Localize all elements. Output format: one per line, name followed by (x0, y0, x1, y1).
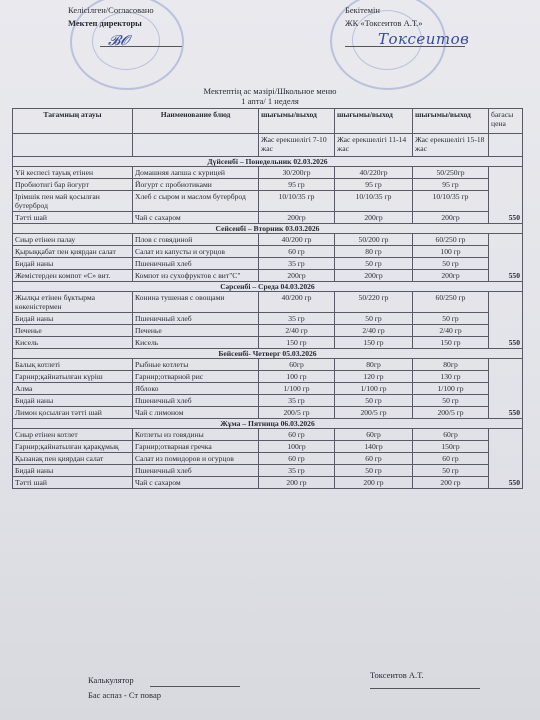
output-7-10: 60 гр (259, 246, 335, 258)
menu-row (13, 292, 523, 313)
dish-name-kz: Лимон қосылған тәтті шай (13, 407, 133, 419)
output-15-18: 200гр (413, 270, 489, 282)
menu-row (13, 383, 523, 395)
output-11-14: 95 гр (335, 179, 413, 191)
output-7-10: 35 гр (259, 258, 335, 270)
dish-name-kz: Гарнир;қайнатылған күріш (13, 371, 133, 383)
dish-name-kz: Сиыр етінен палау (13, 234, 133, 246)
output-15-18: 50 гр (413, 395, 489, 407)
dish-name-kz: Жемістерден компот «С» вит. (13, 270, 133, 282)
age-group-3: Жас ерекшелігі 15-18 жас (413, 134, 489, 157)
output-15-18: 50 гр (413, 465, 489, 477)
age-group-1: Жас ерекшелігі 7-10 жас (259, 134, 335, 157)
dish-name-kz: Жылқы етінен бұктырма көкеністермен (13, 292, 133, 313)
dish-name-ru: Конина тушеная с овощами (133, 292, 259, 313)
output-7-10: 200гр (259, 270, 335, 282)
dish-name-kz: Бидай наны (13, 465, 133, 477)
approval-left-line2: Мектеп директоры (68, 18, 142, 28)
col-header-kz-name: Тағамның атауы (13, 109, 133, 134)
dish-name-kz: Қырыққабат пен қиярдан салат (13, 246, 133, 258)
menu-row (13, 191, 523, 212)
output-11-14: 10/10/35 гр (335, 191, 413, 212)
footer-left (88, 674, 161, 701)
col-header-output-1: шығымы/выход (259, 109, 335, 134)
approval-block-right (345, 4, 423, 30)
menu-row (13, 429, 523, 441)
document-title: Мектептің ас мәзірі/Школьное меню (203, 86, 337, 96)
dish-name-ru: Гарнир;отварной рис (133, 371, 259, 383)
output-11-14: 50 гр (335, 465, 413, 477)
output-7-10: 200/5 гр (259, 407, 335, 419)
dish-name-ru: Компот из сухофруктов с вит"С" (133, 270, 259, 282)
output-11-14: 50 гр (335, 313, 413, 325)
menu-body (13, 157, 523, 489)
output-15-18: 100 гр (413, 246, 489, 258)
menu-row (13, 453, 523, 465)
output-11-14: 140гр (335, 441, 413, 453)
day-title: Дүйсенбі – Понедельник 02.03.2026 (13, 157, 523, 167)
dish-name-ru: Салат из помидоров и огурцов (133, 453, 259, 465)
approval-right-line1: Бекітемін (345, 5, 380, 15)
dish-name-ru: Домашняя лапша с курицей (133, 167, 259, 179)
dish-name-kz: Кисель (13, 337, 133, 349)
dish-name-ru: Хлеб с сыром и маслом бутерброд (133, 191, 259, 212)
col-header-output-2: шығымы/выход (335, 109, 413, 134)
output-11-14: 200 гр (335, 477, 413, 489)
menu-row (13, 371, 523, 383)
dish-name-kz: Пробиотигі бар йогурт (13, 179, 133, 191)
output-11-14: 1/100 гр (335, 383, 413, 395)
dish-name-ru: Чай с сахаром (133, 477, 259, 489)
output-11-14: 50/200 гр (335, 234, 413, 246)
signature-right: Токсеитов (378, 30, 470, 48)
output-7-10: 10/10/35 гр (259, 191, 335, 212)
dish-name-ru: Чай с лимоном (133, 407, 259, 419)
output-11-14: 60 гр (335, 453, 413, 465)
dish-name-kz: Бидай наны (13, 258, 133, 270)
menu-row (13, 359, 523, 371)
footer-line-left (150, 686, 240, 687)
dish-name-ru: Йогурт с пробиотиками (133, 179, 259, 191)
dish-name-ru: Пшеничный хлеб (133, 313, 259, 325)
day-header (13, 157, 523, 167)
output-11-14: 50 гр (335, 395, 413, 407)
output-7-10: 95 гр (259, 179, 335, 191)
age-header-blank-2 (133, 134, 259, 157)
day-price: 550 (489, 292, 523, 349)
output-15-18: 80гр (413, 359, 489, 371)
output-15-18: 50 гр (413, 258, 489, 270)
menu-row (13, 325, 523, 337)
output-7-10: 40/200 гр (259, 234, 335, 246)
dish-name-kz: Алма (13, 383, 133, 395)
day-title: Бейсенбі- Четверг 05.03.2026 (13, 349, 523, 359)
day-title: Сәрсенбі – Среда 04.03.2026 (13, 282, 523, 292)
output-7-10: 35 гр (259, 465, 335, 477)
dish-name-ru: Чай с сахаром (133, 212, 259, 224)
output-11-14: 120 гр (335, 371, 413, 383)
footer-signatory: Токсеитов А.Т. (370, 670, 424, 680)
output-15-18: 60/250 гр (413, 292, 489, 313)
day-header (13, 282, 523, 292)
dish-name-ru: Салат из капусты и огурцов (133, 246, 259, 258)
output-7-10: 35 гр (259, 313, 335, 325)
day-price: 550 (489, 167, 523, 224)
output-15-18: 200/5 гр (413, 407, 489, 419)
menu-row (13, 313, 523, 325)
output-11-14: 80гр (335, 359, 413, 371)
dish-name-kz: Печенье (13, 325, 133, 337)
output-7-10: 60гр (259, 359, 335, 371)
day-price: 550 (489, 429, 523, 489)
output-15-18: 10/10/35 гр (413, 191, 489, 212)
output-11-14: 200гр (335, 270, 413, 282)
document-week: 1 апта/ 1 неделя (241, 96, 299, 106)
output-7-10: 60 гр (259, 429, 335, 441)
dish-name-ru: Пшеничный хлеб (133, 258, 259, 270)
menu-row (13, 258, 523, 270)
output-15-18: 1/100 гр (413, 383, 489, 395)
dish-name-ru: Пшеничный хлеб (133, 395, 259, 407)
output-7-10: 35 гр (259, 395, 335, 407)
menu-row (13, 395, 523, 407)
day-header (13, 224, 523, 234)
dish-name-ru: Пшеничный хлеб (133, 465, 259, 477)
output-7-10: 200гр (259, 212, 335, 224)
menu-row (13, 179, 523, 191)
dish-name-ru: Гарнир;отварная гречка (133, 441, 259, 453)
menu-table (12, 108, 523, 489)
output-15-18: 2/40 гр (413, 325, 489, 337)
dish-name-ru: Плов с говядиной (133, 234, 259, 246)
menu-row (13, 441, 523, 453)
col-header-ru-name: Наименование блюд (133, 109, 259, 134)
approval-right-line2: ЖК «Токсеитов А.Т.» (345, 18, 423, 28)
output-11-14: 200гр (335, 212, 413, 224)
output-15-18: 200гр (413, 212, 489, 224)
output-15-18: 60 гр (413, 453, 489, 465)
output-7-10: 150 гр (259, 337, 335, 349)
output-15-18: 50 гр (413, 313, 489, 325)
output-7-10: 60 гр (259, 453, 335, 465)
output-7-10: 2/40 гр (259, 325, 335, 337)
age-header-blank-3 (489, 134, 523, 157)
day-header (13, 419, 523, 429)
signature-line-right (345, 46, 465, 47)
output-11-14: 50/220 гр (335, 292, 413, 313)
dish-name-kz: Үй кеспесі тауық етінен (13, 167, 133, 179)
dish-name-ru: Кисель (133, 337, 259, 349)
output-7-10: 1/100 гр (259, 383, 335, 395)
age-header-blank-1 (13, 134, 133, 157)
day-title: Сейсенбі – Вторник 03.03.2026 (13, 224, 523, 234)
footer-line-right (370, 688, 480, 689)
output-7-10: 100 гр (259, 371, 335, 383)
output-11-14: 80 гр (335, 246, 413, 258)
output-11-14: 150 гр (335, 337, 413, 349)
dish-name-kz: Бидай наны (13, 395, 133, 407)
output-15-18: 150гр (413, 441, 489, 453)
dish-name-ru: Котлеты из говядины (133, 429, 259, 441)
footer-calculator: Калькулятор (88, 675, 134, 685)
dish-name-kz: Қызанақ пен қиярдан салат (13, 453, 133, 465)
output-15-18: 50/250гр (413, 167, 489, 179)
age-group-2: Жас ерекшелігі 11-14 жас (335, 134, 413, 157)
col-header-output-3: шығымы/выход (413, 109, 489, 134)
dish-name-ru: Печенье (133, 325, 259, 337)
menu-row (13, 246, 523, 258)
menu-row (13, 270, 523, 282)
dish-name-ru: Яблоко (133, 383, 259, 395)
output-7-10: 40/200 гр (259, 292, 335, 313)
menu-row (13, 337, 523, 349)
output-7-10: 200 гр (259, 477, 335, 489)
approval-block-left (68, 4, 154, 30)
dish-name-kz: Ірімшік пен май қосылған бутерброд (13, 191, 133, 212)
day-header (13, 349, 523, 359)
menu-row (13, 234, 523, 246)
output-11-14: 50 гр (335, 258, 413, 270)
dish-name-kz: Бидай наны (13, 313, 133, 325)
output-7-10: 100гр (259, 441, 335, 453)
dish-name-kz: Сиыр етінен котлет (13, 429, 133, 441)
output-7-10: 30/200гр (259, 167, 335, 179)
output-15-18: 60гр (413, 429, 489, 441)
output-11-14: 40/220гр (335, 167, 413, 179)
dish-name-kz: Балық котлеті (13, 359, 133, 371)
output-11-14: 2/40 гр (335, 325, 413, 337)
day-price: 550 (489, 359, 523, 419)
output-11-14: 60гр (335, 429, 413, 441)
menu-row (13, 477, 523, 489)
day-price: 550 (489, 234, 523, 282)
dish-name-kz: Гарнир;қайнатылған қарақұмық (13, 441, 133, 453)
output-15-18: 200 гр (413, 477, 489, 489)
day-title: Жұма – Пятница 06.03.2026 (13, 419, 523, 429)
output-11-14: 200/5 гр (335, 407, 413, 419)
menu-row (13, 407, 523, 419)
col-header-price: бағасы цена (489, 109, 523, 134)
approval-left-line1: Келісілген/Согласовано (68, 5, 154, 15)
dish-name-kz: Тәтті шай (13, 212, 133, 224)
signature-line-left (100, 46, 182, 47)
menu-row (13, 167, 523, 179)
menu-row (13, 465, 523, 477)
output-15-18: 60/250 гр (413, 234, 489, 246)
output-15-18: 95 гр (413, 179, 489, 191)
dish-name-kz: Тәтті шай (13, 477, 133, 489)
output-15-18: 130 гр (413, 371, 489, 383)
dish-name-ru: Рыбные котлеты (133, 359, 259, 371)
footer-chef: Бас аспаз - Ст повар (88, 690, 161, 700)
menu-row (13, 212, 523, 224)
output-15-18: 150 гр (413, 337, 489, 349)
signature-left: 𝓑𝓞 (108, 33, 130, 49)
